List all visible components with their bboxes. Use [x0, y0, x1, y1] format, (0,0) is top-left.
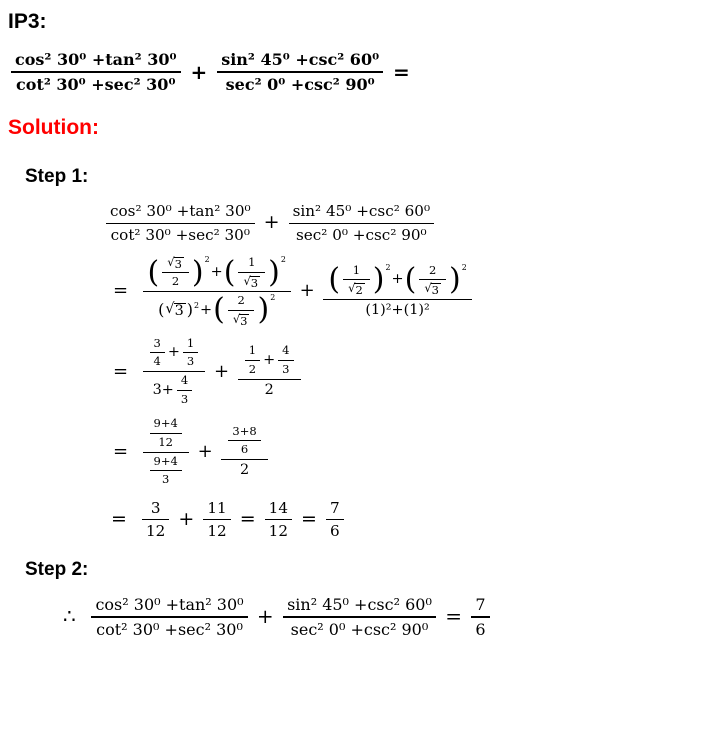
fraction	[419, 264, 446, 297]
math-text: +	[391, 271, 404, 288]
numerator	[162, 256, 189, 273]
numerator	[143, 417, 189, 453]
denominator	[143, 453, 189, 488]
math-text: 2	[248, 362, 257, 377]
sqrt-radical	[348, 282, 365, 296]
fraction	[238, 344, 301, 399]
numerator	[183, 337, 198, 354]
radicand: 3	[240, 313, 248, 328]
numerator	[106, 202, 255, 223]
numerator	[419, 264, 446, 281]
close-paren: )	[257, 292, 270, 328]
exponent: 2	[204, 254, 210, 264]
numerator	[471, 595, 489, 618]
fraction	[183, 337, 198, 370]
fraction	[471, 595, 489, 639]
numerator	[245, 344, 260, 361]
math-text: cot² 30⁰ +sec² 30⁰	[96, 619, 243, 639]
numerator	[238, 256, 265, 273]
numerator	[323, 264, 471, 300]
fraction	[326, 499, 344, 540]
denominator	[471, 618, 489, 639]
fraction	[203, 499, 230, 540]
denominator	[143, 292, 291, 327]
fraction	[238, 256, 265, 289]
open-paren: (	[158, 300, 165, 320]
math-text: 9+4	[153, 453, 178, 468]
math-text: 2	[239, 462, 250, 479]
step1-heading: Step 1:	[25, 166, 89, 188]
numerator	[150, 455, 182, 472]
fraction	[177, 374, 192, 407]
math-text: =	[113, 440, 140, 462]
math-text: 6	[240, 442, 249, 457]
numerator	[91, 595, 247, 618]
radicand: 3	[174, 302, 184, 319]
radical-sign-icon: √	[348, 281, 356, 296]
numerator	[265, 499, 292, 520]
denominator	[217, 73, 383, 94]
math-text: +	[167, 344, 180, 361]
numerator	[326, 499, 344, 520]
math-text: +	[263, 351, 276, 368]
denominator	[106, 224, 255, 244]
math-text: 4	[180, 373, 189, 388]
exponent: 2	[385, 262, 391, 272]
math-text: +	[210, 263, 223, 280]
denominator	[11, 73, 181, 94]
fraction	[143, 417, 189, 487]
math-text: =	[111, 507, 139, 530]
math-text: cot² 30⁰ +sec² 30⁰	[16, 75, 176, 95]
radical-sign-icon: √	[243, 273, 251, 288]
close-paren: )	[449, 262, 461, 298]
numerator	[203, 499, 230, 520]
math-text: 3+8	[232, 423, 257, 438]
exponent: 2	[194, 300, 200, 310]
numerator	[278, 344, 293, 361]
open-paren: (	[328, 262, 341, 298]
fraction	[228, 425, 260, 458]
math-text: cos² 30⁰ +tan² 30⁰	[95, 594, 244, 614]
close-paren: )	[186, 300, 193, 320]
math-text: +	[257, 211, 286, 234]
math-text: 1	[248, 254, 256, 269]
denominator	[221, 460, 267, 479]
fraction	[11, 50, 181, 94]
math-text: +	[172, 507, 201, 530]
math-text: cos² 30⁰ +tan² 30⁰	[15, 50, 177, 69]
fraction	[143, 256, 291, 327]
numerator	[228, 294, 255, 311]
group-content	[235, 256, 268, 289]
math-text: 3	[162, 472, 170, 487]
denominator	[419, 280, 446, 296]
fraction	[150, 337, 165, 370]
math-text: sin² 45⁰ +csc² 60⁰	[292, 202, 431, 221]
open-paren: (	[223, 254, 236, 290]
math-text: 3	[180, 392, 189, 407]
numerator	[238, 344, 301, 380]
math-text: =	[113, 360, 140, 382]
math-text: 12	[268, 522, 288, 541]
math-text: 12	[158, 434, 174, 449]
radicand: 3	[250, 275, 259, 290]
fraction	[221, 425, 267, 480]
denominator	[238, 273, 265, 289]
sqrt-radical	[165, 302, 185, 319]
numerator	[150, 417, 182, 434]
close-paren: )	[372, 262, 385, 298]
math-text: =	[294, 507, 323, 530]
denominator	[278, 361, 293, 377]
denominator	[150, 471, 182, 487]
fraction	[278, 344, 293, 377]
denominator	[228, 311, 255, 327]
exponent: 2	[280, 254, 286, 264]
fraction	[283, 595, 436, 639]
math-text: 1	[248, 343, 257, 358]
math-text: 2	[264, 381, 274, 398]
paren-group	[328, 264, 390, 297]
denominator	[203, 520, 230, 540]
numerator	[143, 337, 206, 373]
math-text: (1)²+(1)²	[365, 301, 430, 318]
math-text: sec² 0⁰ +csc² 90⁰	[225, 75, 375, 95]
math-text: 14	[268, 499, 288, 518]
fraction	[150, 455, 182, 488]
math-text: sin² 45⁰ +csc² 60⁰	[221, 50, 380, 69]
denominator	[177, 391, 192, 407]
math-text: +	[183, 59, 215, 84]
math-text: 7	[329, 499, 340, 518]
denominator	[323, 300, 471, 319]
math-text: 3	[150, 499, 161, 518]
paren-group	[405, 264, 467, 297]
numerator	[343, 264, 370, 281]
math-text: 3	[153, 335, 161, 350]
fraction	[343, 264, 370, 297]
numerator	[289, 202, 434, 223]
radical-sign-icon: √	[165, 300, 175, 317]
math-text: 2	[171, 273, 180, 288]
radical-sign-icon: √	[167, 254, 175, 269]
numerator	[283, 595, 436, 618]
fraction	[245, 344, 260, 377]
fraction	[289, 202, 434, 243]
denominator	[162, 273, 189, 289]
group-content	[416, 264, 449, 297]
radicand: 3	[174, 256, 182, 271]
denominator	[143, 372, 206, 407]
sqrt-radical	[167, 256, 184, 270]
paren-group	[224, 256, 286, 289]
radicand: 2	[355, 283, 363, 298]
numerator	[142, 499, 169, 520]
math-text: =	[438, 604, 469, 629]
math-text: 6	[329, 522, 340, 541]
group-content	[159, 256, 192, 289]
exponent: 2	[270, 292, 276, 302]
math-text: 3	[282, 362, 290, 377]
math-text: 12	[146, 522, 166, 541]
open-paren: (	[147, 254, 160, 290]
numerator	[11, 50, 181, 73]
problem-label: IP3:	[8, 10, 47, 33]
fraction	[162, 256, 189, 289]
math-text: +	[293, 279, 321, 301]
math-text: 7	[475, 594, 486, 614]
numerator	[150, 337, 165, 354]
group-content	[225, 294, 258, 327]
math-text: 1	[186, 335, 195, 350]
exponent: 2	[461, 262, 467, 272]
math-text: 4	[153, 354, 161, 369]
fraction	[265, 499, 292, 540]
math-text: 3+	[152, 381, 174, 398]
paren-group	[158, 302, 199, 319]
solution-heading: Solution:	[8, 116, 99, 140]
numerator	[228, 425, 260, 442]
radical-sign-icon: √	[232, 311, 241, 326]
radical-sign-icon: √	[424, 281, 432, 296]
math-text: +	[200, 301, 213, 318]
denominator	[326, 520, 344, 540]
math-text: 2	[429, 262, 437, 277]
denominator	[142, 520, 169, 540]
fraction	[106, 202, 255, 243]
denominator	[245, 361, 260, 377]
numerator	[221, 425, 267, 461]
fraction	[323, 264, 471, 319]
denominator	[238, 380, 301, 399]
numerator	[177, 374, 192, 391]
step1-line-5	[111, 499, 719, 540]
denominator	[289, 224, 434, 244]
fraction	[228, 294, 255, 327]
sqrt-radical	[233, 313, 250, 327]
denominator	[228, 441, 260, 457]
step1-line-1	[103, 202, 719, 243]
denominator	[91, 618, 247, 639]
math-text: =	[386, 59, 410, 84]
math-text: 2	[237, 292, 245, 307]
radicand: 3	[431, 283, 439, 298]
math-text: +	[250, 604, 281, 629]
math-text: +	[191, 440, 219, 462]
step1-line-2	[113, 256, 719, 327]
denominator	[265, 520, 292, 540]
paren-group	[148, 256, 210, 289]
math-text: 9+4	[153, 415, 178, 430]
sqrt-radical	[243, 275, 260, 289]
close-paren: )	[191, 254, 204, 290]
open-paren: (	[213, 292, 225, 328]
problem-expression	[8, 50, 719, 94]
fraction	[142, 499, 169, 540]
sqrt-radical	[424, 282, 441, 296]
math-text: +	[208, 360, 235, 382]
math-text: 1	[352, 262, 361, 277]
denominator	[343, 280, 370, 296]
denominator	[183, 353, 198, 369]
group-content	[340, 264, 373, 297]
fraction	[217, 50, 383, 94]
step1-line-4	[113, 417, 719, 487]
denominator	[283, 618, 436, 639]
open-paren: (	[404, 262, 417, 298]
math-text: cos² 30⁰ +tan² 30⁰	[110, 202, 251, 221]
numerator	[143, 256, 291, 292]
math-text: =	[113, 279, 140, 301]
math-text: sec² 0⁰ +csc² 90⁰	[290, 619, 429, 639]
group-content	[164, 302, 186, 319]
fraction	[91, 595, 247, 639]
math-text: 4	[282, 343, 290, 358]
fraction	[150, 417, 182, 450]
denominator	[150, 353, 165, 369]
math-text: 6	[475, 619, 486, 639]
step2-conclusion	[63, 595, 719, 639]
math-text: =	[233, 507, 262, 530]
step2-heading: Step 2:	[25, 558, 89, 580]
math-text: 11	[207, 499, 227, 518]
numerator	[217, 50, 383, 73]
denominator	[150, 434, 182, 450]
math-text: 3	[186, 354, 195, 369]
math-text: 12	[207, 522, 227, 541]
paren-group	[213, 294, 275, 327]
math-text: sec² 0⁰ +csc² 90⁰	[296, 225, 427, 244]
math-text: sin² 45⁰ +csc² 60⁰	[287, 594, 432, 614]
fraction	[143, 337, 206, 407]
math-text: cot² 30⁰ +sec² 30⁰	[110, 225, 250, 244]
math-text: ∴	[63, 604, 89, 629]
step1-line-3	[113, 337, 719, 407]
close-paren: )	[268, 254, 280, 290]
